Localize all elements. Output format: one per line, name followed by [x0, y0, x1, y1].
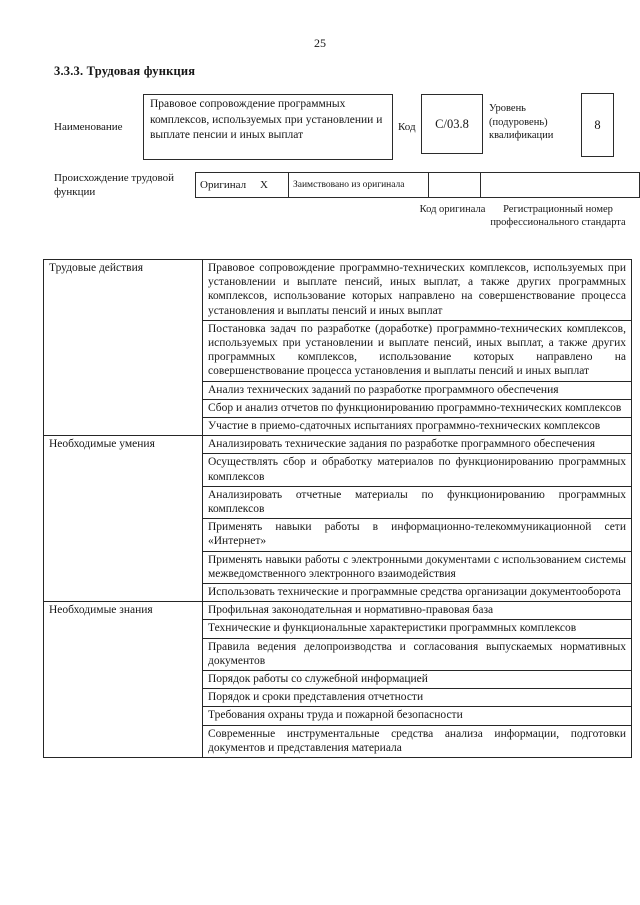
skill-item: Применять навыки работы в информационно-телекоммуникационной сети «Интернет» [203, 519, 632, 551]
origin-original-cell [196, 173, 289, 198]
origin-code-caption: Код оригинала [419, 204, 486, 215]
origin-label: Происхождение трудовой функции [54, 172, 175, 198]
function-code-box: С/03.8 [421, 94, 483, 154]
knowledge-item: Технические и функциональные характеристики программных комплексов [203, 620, 632, 638]
origin-borrowed-cell: Заимствовано из оригинала [289, 173, 429, 198]
section-heading: 3.3.3. Трудовая функция [54, 64, 196, 78]
table-row [44, 260, 632, 321]
table-row [44, 602, 632, 620]
skill-item: Применять навыки работы с электронными документами с использованием системы межведомственного электронного взаимодействия [203, 551, 632, 583]
name-label: Наименование [54, 121, 123, 133]
origin-table [195, 172, 640, 198]
page-number: 25 [314, 36, 326, 50]
table-row [44, 436, 632, 454]
qualification-level-label: Уровень (подуровень) квалификации [489, 103, 554, 141]
origin-reg-caption: Регистрационный номер профессионального стандарта [490, 204, 626, 228]
function-name-box: Правовое сопровождение программных комплексов, используемых при установлении и выплате пенсии и иных выплат [143, 94, 393, 160]
origin-reg-cell [481, 173, 640, 198]
labor-action-item: Анализ технических заданий по разработке программного обеспечения [203, 381, 632, 399]
section-label-actions: Трудовые действия [44, 260, 203, 436]
origin-original-label: Оригинал [200, 179, 247, 191]
labor-action-item: Участие в приемо-сдаточных испытаниях программно-технических комплексов [203, 418, 632, 436]
skill-item: Использовать технические и программные средства организации документооборота [203, 584, 632, 602]
origin-code-cell [429, 173, 481, 198]
origin-table-row [196, 173, 640, 198]
labor-function-table [43, 259, 632, 758]
code-label: Код [398, 121, 416, 133]
knowledge-item: Правила ведения делопроизводства и согласования выпускаемых нормативных документов [203, 638, 632, 670]
labor-action-item: Правовое сопровождение программно-технических комплексов, используемых при установлении и выплате пенсий, иных выплат, а также других программных комплексов, использование которых направлено на совершенствование процесса установления и выплаты пенсий и иных выплат [203, 260, 632, 321]
skill-item: Анализировать отчетные материалы по функционированию программных комплексов [203, 486, 632, 518]
labor-action-item: Сбор и анализ отчетов по функционированию программно-технических комплексов [203, 399, 632, 417]
labor-action-item: Постановка задач по разработке (доработке) программно-технических комплексов, используемых при установлении и выплате пенсий, иных выплат, а также других программных комплексов, использование которых направлено на совершенствование процесса установления и выплаты пенсий и иных выплат [203, 320, 632, 381]
qualification-level-box: 8 [581, 93, 614, 157]
knowledge-item: Порядок работы со служебной информацией [203, 671, 632, 689]
section-label-knowledge: Необходимые знания [44, 602, 203, 758]
section-label-skills: Необходимые умения [44, 436, 203, 602]
knowledge-item: Порядок и сроки представления отчетности [203, 689, 632, 707]
origin-original-mark: X [260, 179, 268, 191]
skill-item: Осуществлять сбор и обработку материалов по функционированию программных комплексов [203, 454, 632, 486]
knowledge-item: Современные инструментальные средства анализа информации, подготовки документов и представления материала [203, 725, 632, 757]
knowledge-item: Профильная законодательная и нормативно-правовая база [203, 602, 632, 620]
skill-item: Анализировать технические задания по разработке программного обеспечения [203, 436, 632, 454]
knowledge-item: Требования охраны труда и пожарной безопасности [203, 707, 632, 725]
